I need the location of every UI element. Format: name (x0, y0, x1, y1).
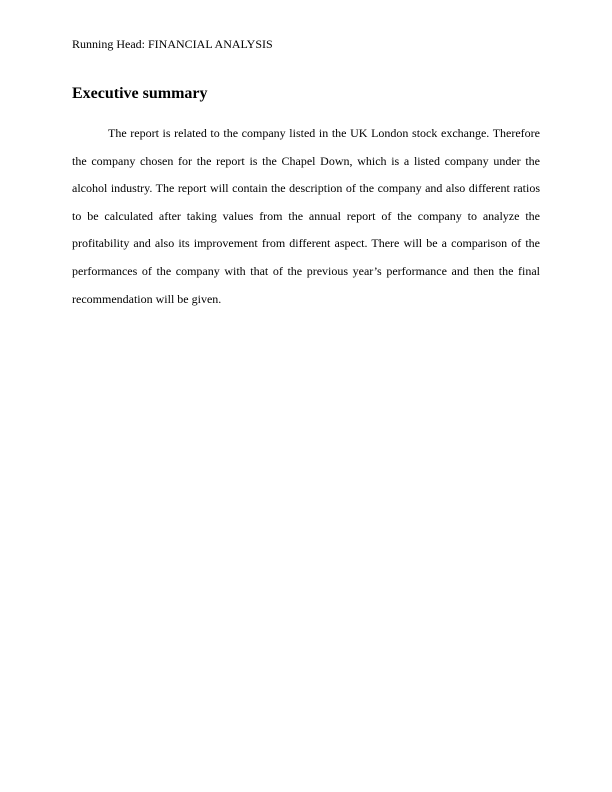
section-heading: Executive summary (72, 85, 208, 102)
executive-summary-paragraph: The report is related to the company listed in the UK London stock exchange. Therefore the company chosen for the report is the Chapel Down, which is a listed company under the alcohol industry. The report will contain the description of the company and also different ratios to be calculated after taking values from the annual report of the company to analyze the profitability and also its improvement from different aspect. There will be a comparison of the performances of the company with that of the previous year’s performance and then the final recommendation will be given. (72, 126, 540, 306)
running-head: Running Head: FINANCIAL ANALYSIS (72, 37, 273, 51)
